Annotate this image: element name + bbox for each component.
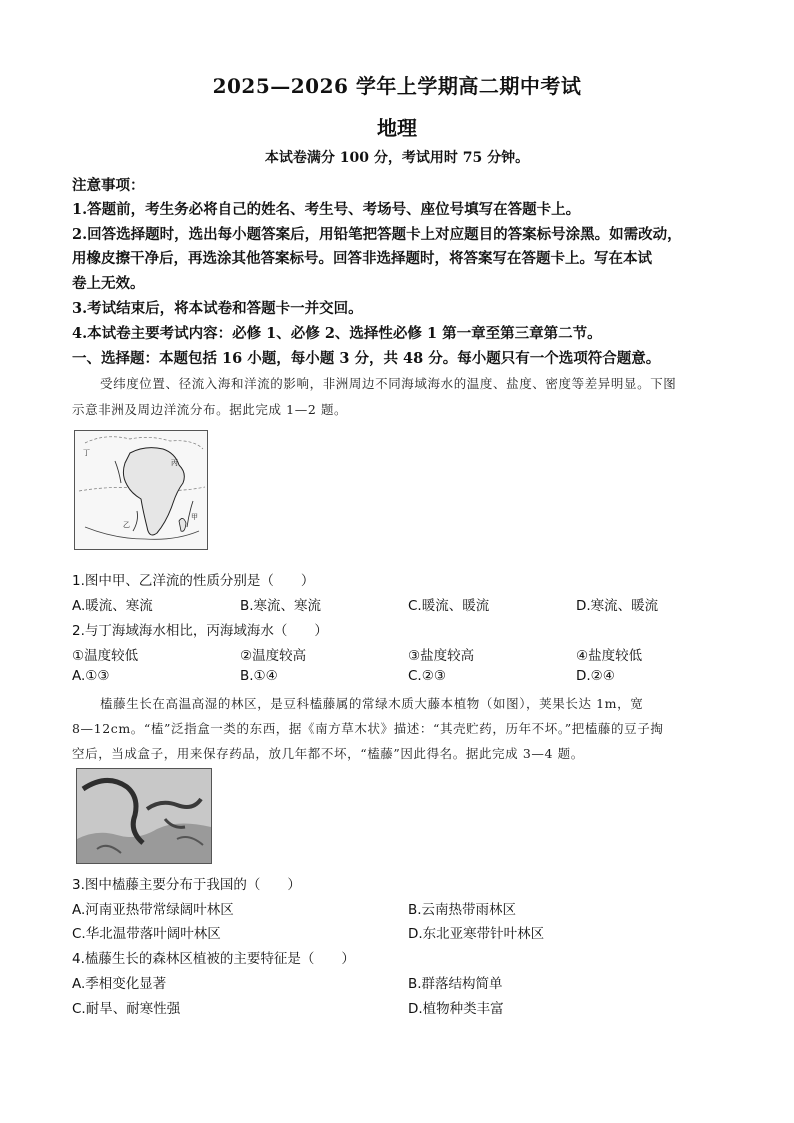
- note-2-line-3: 卷上无效。: [72, 275, 145, 292]
- question-1-option-d[interactable]: D.寒流、暖流: [576, 598, 659, 614]
- passage-2-line-3: 空后，当成盒子，用来保存药品，放几年都不坏，“榼藤”因此得名。据此完成 3—4 题。: [72, 746, 584, 761]
- question-2-item-3: ③盐度较高: [408, 648, 475, 664]
- question-1-stem: 1.图中甲、乙洋流的性质分别是（ ）: [72, 573, 315, 589]
- passage-2-line-1: 榼藤生长在高温高湿的林区，是豆科榼藤属的常绿木质大藤本植物（如图），荚果长达 1m，宽: [100, 696, 644, 711]
- question-3-option-d[interactable]: D.东北亚寒带针叶林区: [408, 926, 545, 942]
- passage-1-line-2: 示意非洲及周边洋流分布。据此完成 1—2 题。: [72, 402, 348, 417]
- question-1-option-b[interactable]: B.寒流、寒流: [240, 598, 322, 614]
- question-2-item-2: ②温度较高: [240, 648, 307, 664]
- question-2-stem: 2.与丁海域海水相比，丙海域海水（ ）: [72, 623, 328, 639]
- question-2-option-b[interactable]: B.①④: [240, 668, 278, 684]
- africa-ocean-current-map: [74, 430, 208, 550]
- question-3-option-b[interactable]: B.云南热带雨林区: [408, 902, 517, 918]
- note-1: 1.答题前，考生务必将自己的姓名、考生号、考场号、座位号填写在答题卡上。: [72, 201, 581, 218]
- passage-1-line-1: 受纬度位置、径流入海和洋流的影响，非洲周边不同海域海水的温度、盐度、密度等差异明显。下图: [100, 376, 677, 391]
- question-4-option-a[interactable]: A.季相变化显著: [72, 976, 167, 992]
- subject-title: 地理: [377, 116, 417, 140]
- passage-2-line-2: 8—12cm。“榼”泛指盒一类的东西，据《南方草木状》描述：“其壳贮药，历年不坏。”把榼藤的豆子掏: [72, 721, 664, 736]
- question-2-item-1: ①温度较低: [72, 648, 139, 664]
- note-2-line-2: 用橡皮擦干净后，再选涂其他答案标号。回答非选择题时，将答案写在答题卡上。写在本试: [72, 250, 652, 267]
- question-3-option-c[interactable]: C.华北温带落叶阔叶林区: [72, 926, 221, 942]
- question-4-option-b[interactable]: B.群落结构简单: [408, 976, 503, 992]
- vine-drawing: [77, 769, 211, 863]
- exam-title: 2025—2026 学年上学期高二期中考试: [212, 74, 582, 98]
- question-1-option-c[interactable]: C.暖流、暖流: [408, 598, 490, 614]
- question-2-option-a[interactable]: A.①③: [72, 668, 110, 684]
- map-drawing: [75, 431, 207, 549]
- entada-vine-photo: [76, 768, 212, 864]
- exam-info: 本试卷满分 100 分，考试用时 75 分钟。: [264, 150, 530, 166]
- question-2-option-c[interactable]: C.②③: [408, 668, 446, 684]
- note-3: 3.考试结束后，将本试卷和答题卡一并交回。: [72, 300, 363, 317]
- question-4-stem: 4.榼藤生长的森林区植被的主要特征是（ ）: [72, 951, 355, 967]
- map-label-bing: 丙: [171, 459, 178, 467]
- question-2-option-d[interactable]: D.②④: [576, 668, 615, 684]
- note-2-line-1: 2.回答选择题时，选出每小题答案后，用铅笔把答题卡上对应题目的答案标号涂黑。如需改动，: [72, 226, 682, 243]
- question-4-option-c[interactable]: C.耐旱、耐寒性强: [72, 1001, 181, 1017]
- question-3-stem: 3.图中榼藤主要分布于我国的（ ）: [72, 877, 301, 893]
- question-3-option-a[interactable]: A.河南亚热带常绿阔叶林区: [72, 902, 234, 918]
- note-4: 4.本试卷主要考试内容：必修 1、必修 2、选择性必修 1 第一章至第三章第二节。: [72, 325, 602, 342]
- question-1-option-a[interactable]: A.暖流、寒流: [72, 598, 153, 614]
- question-4-option-d[interactable]: D.植物种类丰富: [408, 1001, 504, 1017]
- map-label-jia: 甲: [191, 513, 198, 521]
- question-2-item-4: ④盐度较低: [576, 648, 643, 664]
- map-label-ding: 丁: [83, 449, 90, 457]
- map-label-yi: 乙: [123, 521, 130, 529]
- section-heading: 一、选择题：本题包括 16 小题，每小题 3 分，共 48 分。每小题只有一个选项符合题意。: [72, 350, 661, 367]
- notes-heading: 注意事项：: [72, 177, 145, 194]
